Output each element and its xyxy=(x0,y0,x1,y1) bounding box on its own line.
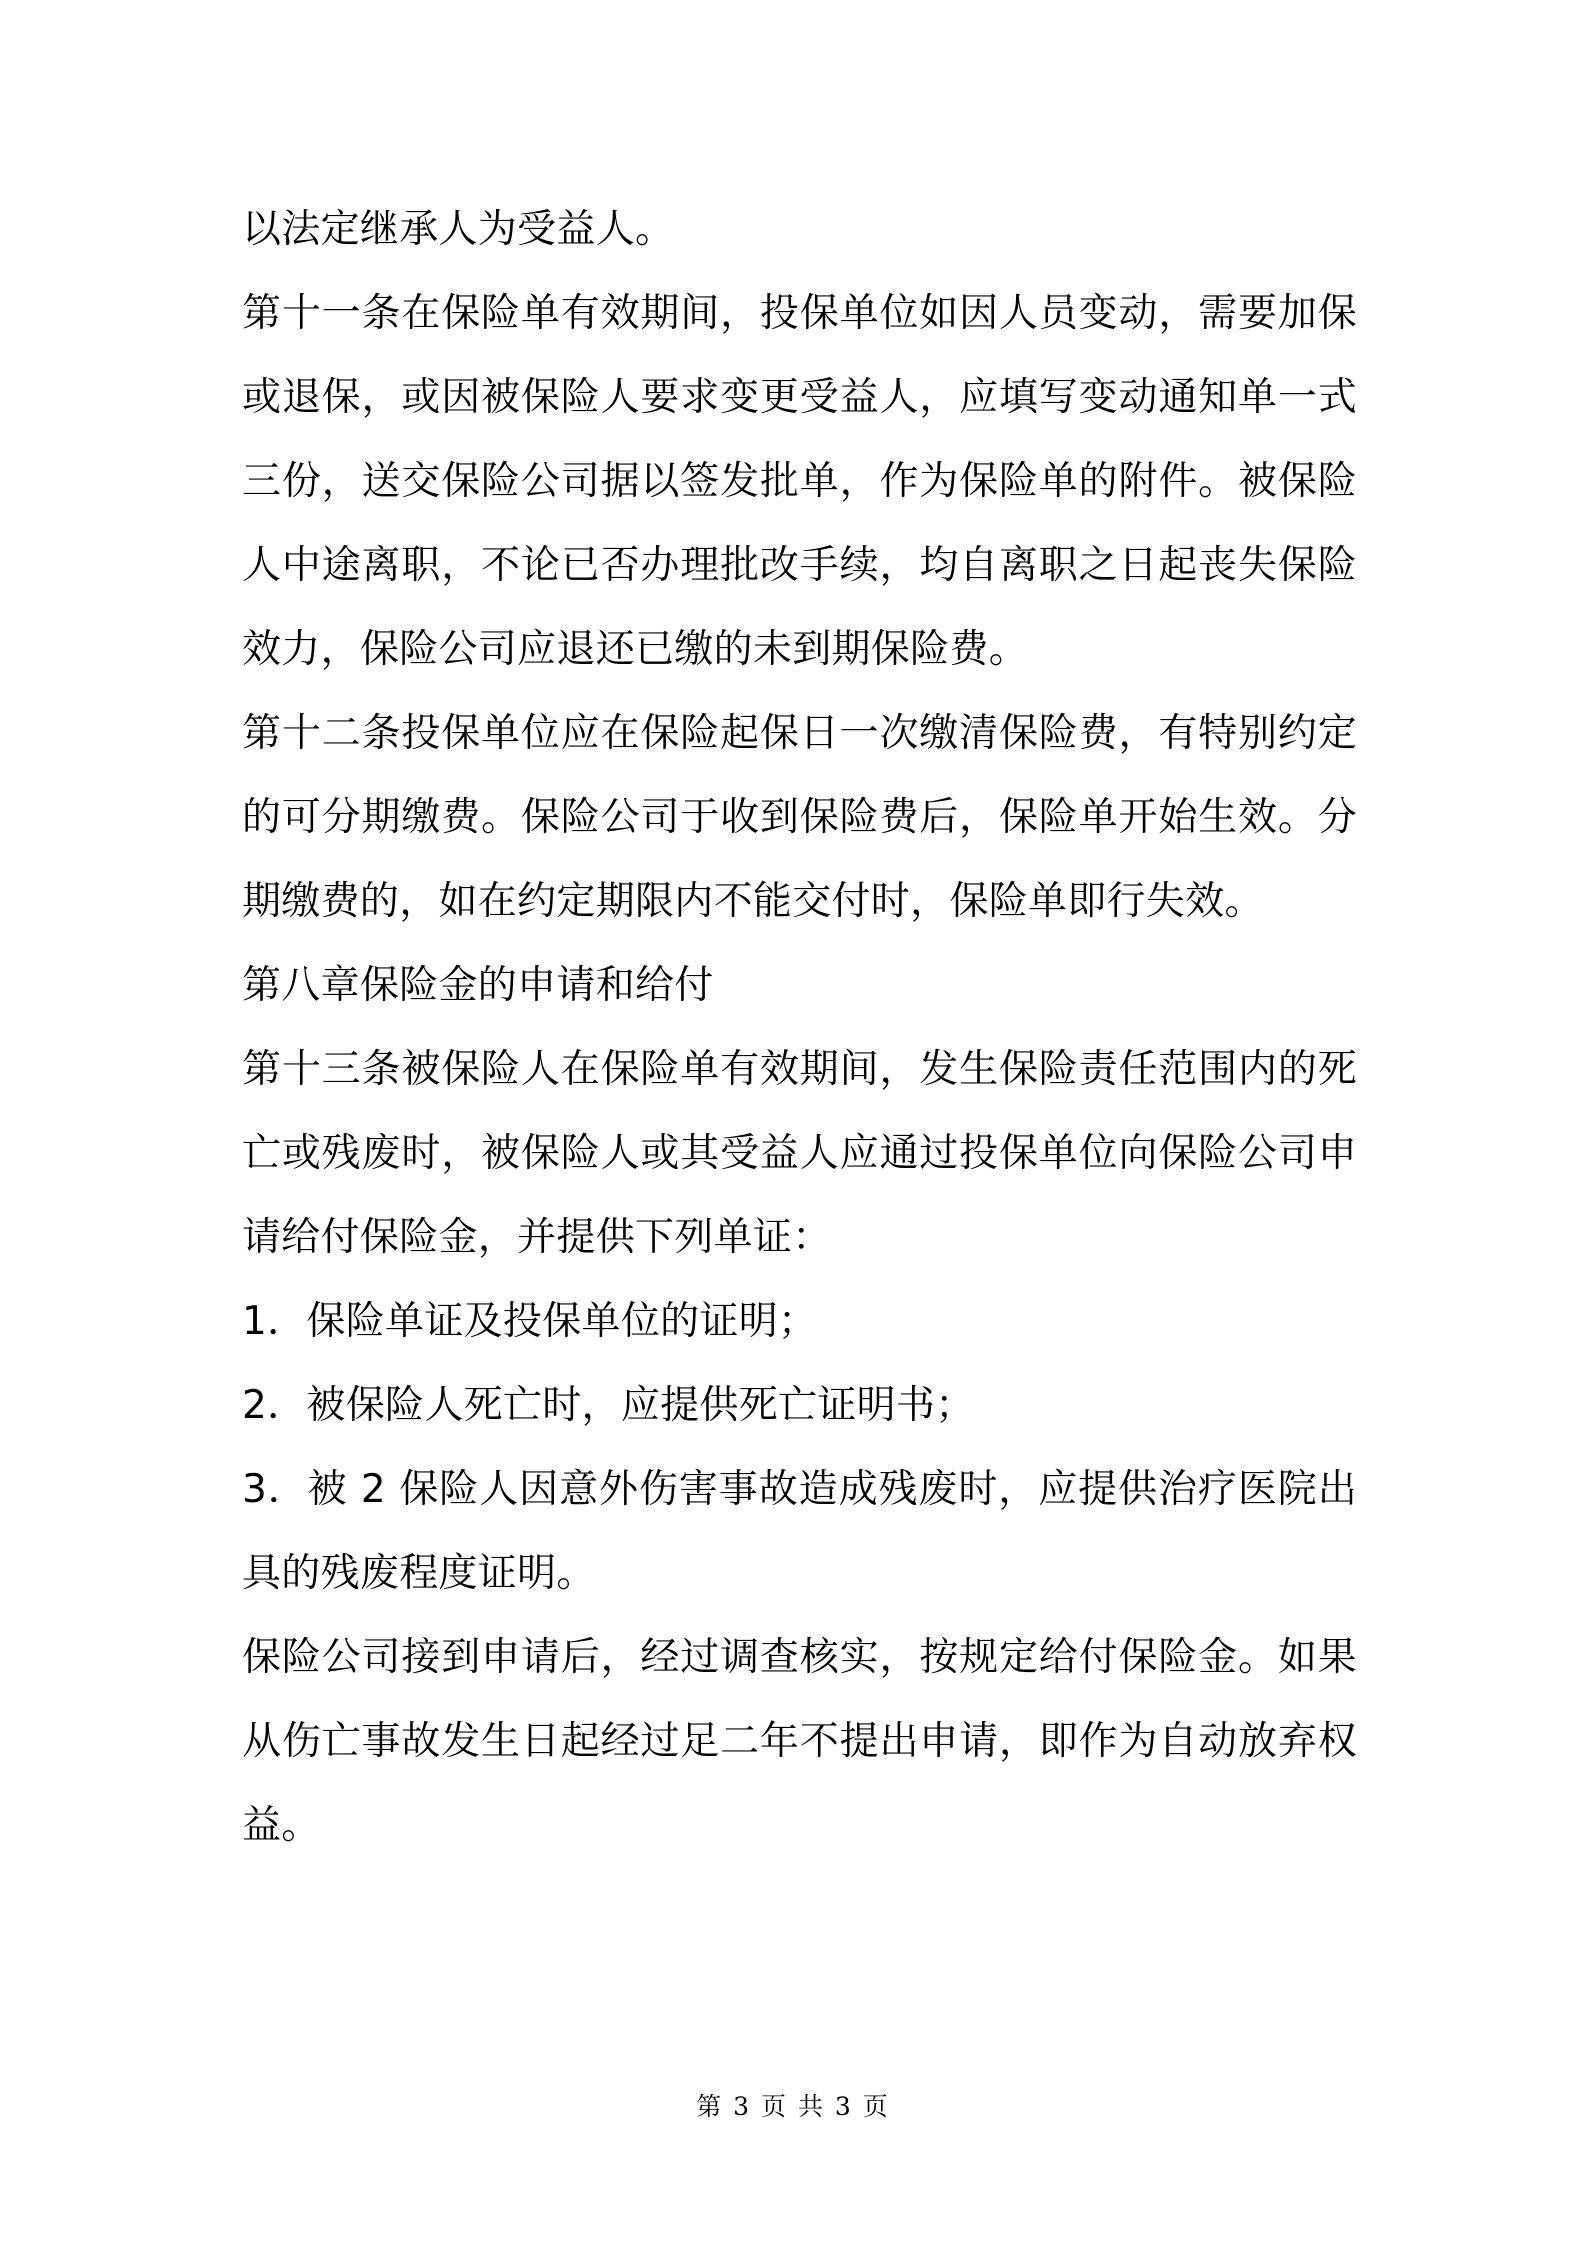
paragraph-article-13: 第十三条被保险人在保险单有效期间，发生保险责任范围内的死亡或残废时，被保险人或其受益人应通过投保单位向保险公司申请给付保险金，并提供下列单证： xyxy=(242,1047,1357,1260)
paragraph-article-11: 第十一条在保险单有效期间，投保单位如因人员变动，需要加保或退保，或因被保险人要求变更受益人，应填写变动通知单一式三份，送交保险公司据以签发批单，作为保险单的附件。被保险人中途离职，不论已否办理批改手续，均自离职之日起丧失保险效力，保险公司应退还已缴的未到期保险费。 xyxy=(242,291,1357,672)
list-item-2: 2．被保险人死亡时，应提供死亡证明书； xyxy=(242,1383,975,1428)
paragraph-inheritance: 以法定继承人为受益人。 xyxy=(242,207,675,252)
paragraph-payment: 保险公司接到申请后，经过调查核实，按规定给付保险金。如果从伤亡事故发生日起经过足二年不提出申请，即作为自动放弃权益。 xyxy=(242,1635,1357,1848)
document-body xyxy=(242,188,1357,1868)
page-number-footer: 第 3 页 共 3 页 xyxy=(696,2092,890,2121)
chapter-heading: 第八章保险金的申请和给付 xyxy=(242,963,714,1008)
paragraph-article-12: 第十二条投保单位应在保险起保日一次缴清保险费，有特别约定的可分期缴费。保险公司于收到保险费后，保险单开始生效。分期缴费的，如在约定期限内不能交付时，保险单即行失效。 xyxy=(242,711,1357,924)
list-item-1: 1．保险单证及投保单位的证明； xyxy=(242,1299,818,1344)
list-item-3: 3．被 2 保险人因意外伤害事故造成残废时，应提供治疗医院出具的残废程度证明。 xyxy=(242,1467,1357,1596)
